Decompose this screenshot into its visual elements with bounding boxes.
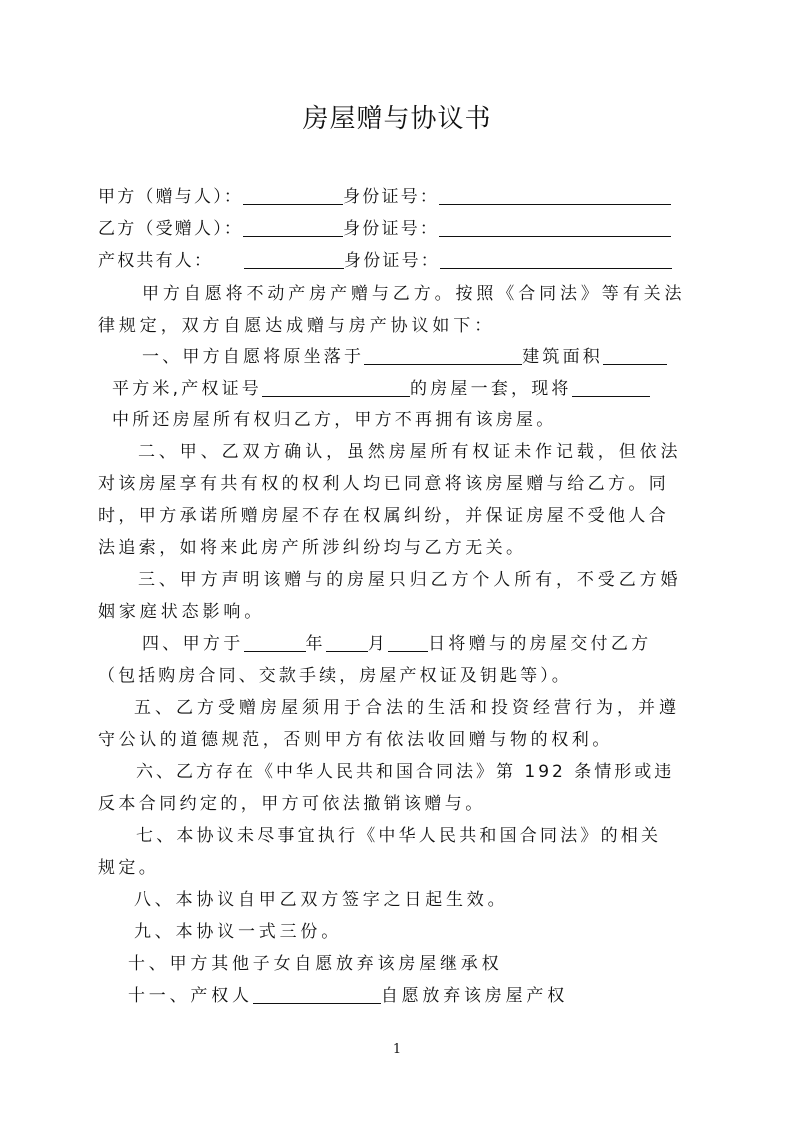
clause-4-text-a: 四、甲方于 [142, 634, 244, 654]
clause-4-line-2: （包括购房合同、交款手续，房屋产权证及钥匙等）。 [98, 666, 572, 686]
intro-line-1: 甲方自愿将不动产房产赠与乙方。按照《合同法》等有关法 [142, 284, 686, 304]
clause-4-line-1 [142, 634, 651, 654]
donor-name-blank[interactable] [243, 188, 343, 205]
donor-id-label: 身份证号： [343, 187, 440, 207]
clause-2-line-2: 对该房屋享有共有权的权利人均已同意将该房屋赠与给乙方。同 [98, 474, 670, 494]
property-owner-blank[interactable] [253, 987, 381, 1004]
clause-5-line-1: 五、乙方受赠房屋须用于合法的生活和投资经营行为，并遵 [134, 698, 680, 718]
intro-line-2: 律规定，双方自愿达成赠与房产协议如下： [98, 316, 496, 336]
month-blank[interactable] [326, 635, 368, 652]
year-blank[interactable] [244, 635, 306, 652]
clause-10: 十、甲方其他子女自愿放弃该房屋继承权 [128, 954, 503, 974]
coowner-name-blank[interactable] [244, 252, 344, 269]
clause-1-text-c: 平方米,产权证号 [112, 379, 263, 399]
clause-3-line-2: 姻家庭状态影响。 [98, 602, 266, 622]
house-blank[interactable] [572, 380, 650, 397]
donee-line [98, 219, 671, 239]
coowner-line [98, 251, 672, 271]
clause-1-line-1 [142, 347, 667, 367]
clause-4-text-b: 日将赠与的房屋交付乙方 [428, 634, 652, 654]
donee-id-blank[interactable] [439, 220, 671, 237]
clause-3-line-1: 三、甲方声明该赠与的房屋只归乙方个人所有，不受乙方婚 [138, 570, 682, 590]
clause-2-line-4: 法追索，如将来此房产所涉纠纷均与乙方无关。 [98, 538, 527, 558]
clause-1-text-d: 的房屋一套，现将 [410, 379, 572, 399]
year-label: 年 [305, 634, 326, 654]
coowner-id-blank[interactable] [440, 252, 672, 269]
donor-line [98, 187, 671, 207]
coowner-id-label: 身份证号： [344, 251, 440, 271]
clause-11-text-a: 十一、产权人 [128, 986, 253, 1006]
clause-2-line-1: 二、甲、乙双方确认，虽然房屋所有权证未作记载，但依法 [138, 442, 682, 462]
page-number: 1 [392, 1042, 402, 1057]
certificate-no-blank[interactable] [262, 380, 410, 397]
clause-1-line-3: 中所还房屋所有权归乙方，甲方不再拥有该房屋。 [112, 410, 557, 430]
clause-1-line-2 [112, 379, 650, 399]
donee-label: 乙方（受赠人）： [98, 219, 244, 239]
page-title: 房屋赠与协议书 [302, 104, 492, 134]
month-label: 月 [367, 634, 389, 654]
clause-11-text-b: 自愿放弃该房屋产权 [380, 986, 569, 1006]
clause-11 [128, 986, 568, 1006]
area-blank[interactable] [603, 348, 667, 365]
location-blank[interactable] [364, 348, 522, 365]
donor-label: 甲方（赠与人）： [98, 187, 244, 207]
donor-id-blank[interactable] [439, 188, 671, 205]
donee-name-blank[interactable] [243, 220, 343, 237]
clause-9: 九、本协议一式三份。 [134, 922, 342, 942]
clause-1-text-b: 建筑面积 [522, 347, 604, 367]
clause-6-line-1: 六、乙方存在《中华人民共和国合同法》第 192 条情形或违 [136, 762, 675, 782]
donee-id-label: 身份证号： [343, 219, 440, 239]
clause-7-line-2: 规定。 [98, 858, 160, 878]
clause-7-line-1: 七、本协议未尽事宜执行《中华人民共和国合同法》的相关 [136, 826, 662, 846]
clause-5-line-2: 守公认的道德规范，否则甲方有依法收回赠与物的权利。 [98, 730, 613, 750]
clause-8: 八、本协议自甲乙双方签字之日起生效。 [134, 890, 509, 910]
day-blank[interactable] [388, 635, 428, 652]
clause-1-text-a: 一、甲方自愿将原坐落于 [142, 347, 365, 367]
clause-2-line-3: 时，甲方承诺所赠房屋不存在权属纠纷，并保证房屋不受他人合 [98, 506, 670, 526]
coowner-label: 产权共有人： [98, 251, 214, 271]
clause-6-line-2: 反本合同约定的，甲方可依法撤销该赠与。 [98, 794, 486, 814]
